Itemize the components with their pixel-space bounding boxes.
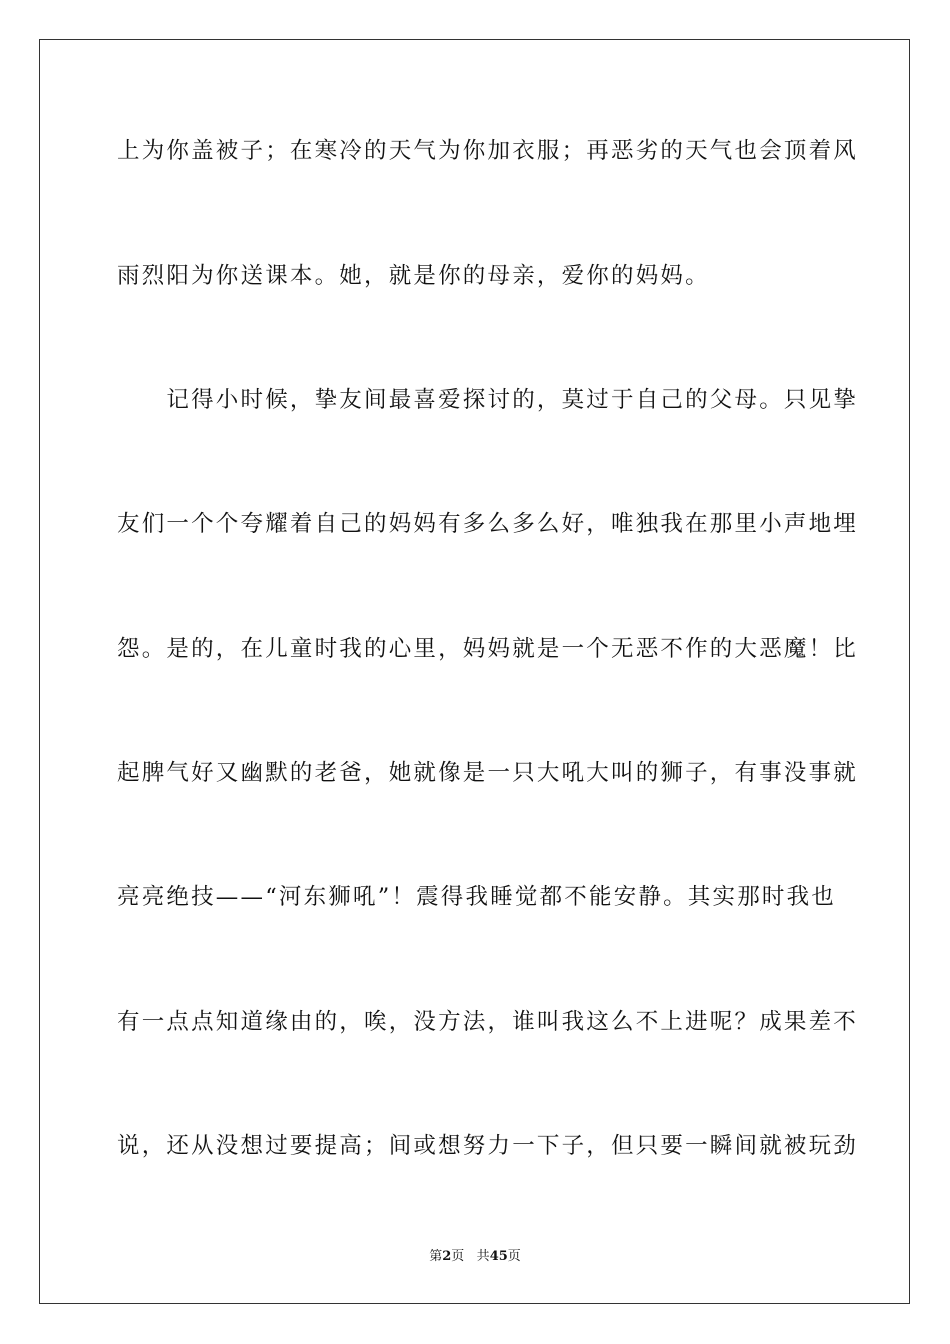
page-suffix: 页 (451, 1249, 465, 1264)
total-pages: 45 (489, 1249, 508, 1264)
text-line-1: 上为你盖被子；在寒冷的天气为你加衣服；再恶劣的天气也会顶着风 (117, 138, 859, 164)
page-prefix: 第 (429, 1249, 443, 1264)
total-prefix: 共 (476, 1249, 490, 1264)
total-suffix: 页 (507, 1249, 521, 1264)
text-line-2: 雨烈阳为你送课本。她，就是你的母亲，爱你的妈妈。 (117, 263, 710, 289)
text-line-5: 怨。是的，在儿童时我的心里，妈妈就是一个无恶不作的大恶魔！比 (117, 636, 859, 662)
text-line-7: 亮亮绝技——“河东狮吼”！震得我睡觉都不能安静。其实那时我也 (117, 884, 837, 910)
text-line-9: 说，还从没想过要提高；间或想努力一下子，但只要一瞬间就被玩劲 (117, 1133, 859, 1159)
text-line-4: 友们一个个夸耀着自己的妈妈有多么多么好，唯独我在那里小声地埋 (117, 511, 859, 537)
page-number: 2 (442, 1249, 452, 1264)
text-line-6: 起脾气好又幽默的老爸，她就像是一只大吼大叫的狮子，有事没事就 (117, 760, 859, 786)
page-border (39, 39, 910, 1304)
text-line-8: 有一点点知道缘由的，唉，没方法，谁叫我这么不上进呢？成果差不 (117, 1009, 859, 1035)
text-line-3: 记得小时候，挚友间最喜爱探讨的，莫过于自己的父母。只见挚 (117, 387, 859, 413)
page-footer (0, 1248, 950, 1266)
